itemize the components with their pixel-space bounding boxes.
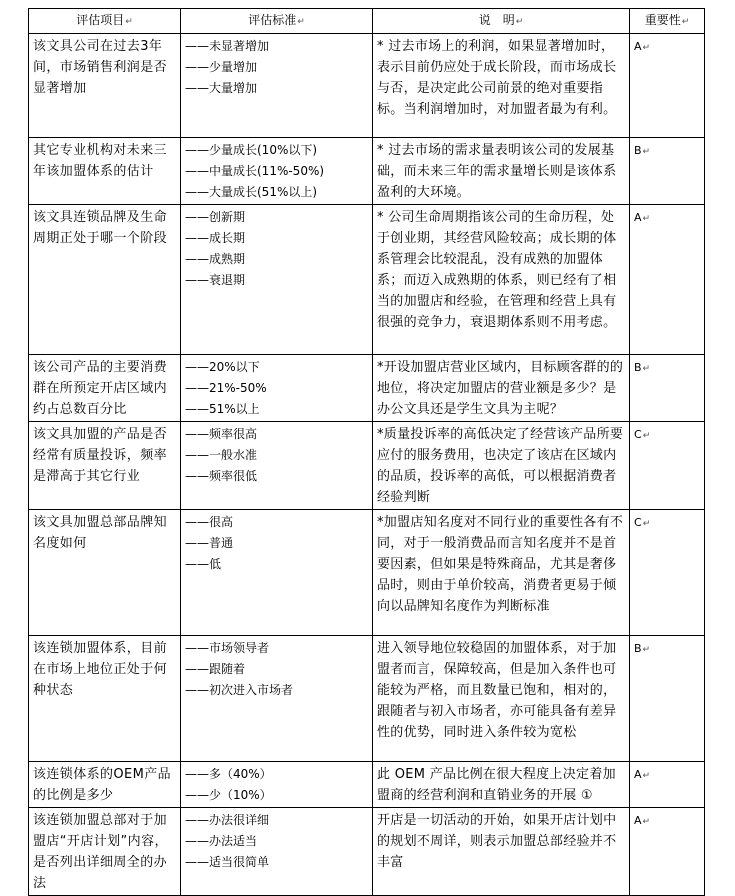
evaluation-standard-cell	[181, 205, 373, 355]
standard-option: ——少量增加	[185, 60, 258, 74]
description-text: * 过去市场的需求量表明该公司的发展基础，而未来三年的需求量增长则是该体系盈利的大环境。	[377, 143, 617, 200]
importance-grade: A	[634, 40, 642, 53]
description-cell	[373, 762, 630, 808]
evaluation-standard-cell	[181, 422, 373, 510]
evaluation-item-text: 其它专业机构对未来三年该加盟体系的估计	[33, 143, 168, 179]
importance-grade: B	[634, 144, 642, 157]
table-row	[29, 808, 705, 896]
table-row	[29, 34, 705, 138]
description-cell	[373, 808, 630, 896]
evaluation-standard-cell	[181, 762, 373, 808]
evaluation-standard-cell	[181, 138, 373, 205]
standard-option: ——衰退期	[185, 273, 246, 287]
evaluation-item-text: 该公司产品的主要消费群在所预定开店区域内约占总数百分比	[33, 360, 168, 417]
standard-option: ——办法很详细	[185, 813, 270, 827]
standard-option: ——频率很高	[185, 427, 258, 441]
evaluation-standard-cell	[181, 636, 373, 762]
paragraph-mark-icon: ↵	[642, 147, 651, 157]
description-cell	[373, 355, 630, 422]
evaluation-item-text: 该连锁加盟总部对于加盟店“开店计划”内容，是否列出详细周全的办法	[33, 813, 168, 891]
table-row	[29, 762, 705, 808]
evaluation-item-text: 该文具加盟的产品是否经常有质量投诉，频率是滞高于其它行业	[33, 427, 168, 484]
standard-option: ——办法适当	[185, 834, 258, 848]
standard-option: ——未显著增加	[185, 39, 270, 53]
evaluation-item-cell	[29, 355, 181, 422]
standard-option: ——一般水准	[185, 448, 258, 462]
evaluation-item-text: 该连锁体系的OEM产品的比例是多少	[33, 767, 172, 803]
standard-option: ——21%-50%	[185, 381, 267, 395]
importance-grade: C	[634, 428, 642, 441]
description-text: 开店是一切活动的开始，如果开店计划中的规划不周详，则表示加盟总部经验并不丰富	[377, 813, 617, 870]
importance-grade: B	[634, 642, 642, 655]
description-text: *质量投诉率的高低决定了经营该产品所要应付的服务费用，也决定了该店在区域内的品质，投诉率的高低，可以根据消费者经验判断	[377, 427, 624, 505]
table-row	[29, 355, 705, 422]
evaluation-table	[28, 8, 705, 896]
standard-option: ——初次进入市场者	[185, 683, 294, 697]
standard-option: ——创新期	[185, 210, 246, 224]
paragraph-mark-icon: ↵	[642, 771, 651, 781]
description-cell	[373, 510, 630, 636]
description-text: * 过去市场上的利润，如果显著增加时，表示目前仍应处于成长阶段，而市场成长与否，是决定此公司前景的绝对重要指标。当利润增加时，对加盟者最为有利。	[377, 39, 617, 117]
table-row	[29, 205, 705, 355]
importance-grade: A	[634, 768, 642, 781]
standard-option: ——20%以下	[185, 360, 260, 374]
evaluation-standard-cell	[181, 808, 373, 896]
paragraph-mark-icon: ↵	[642, 817, 651, 827]
description-cell	[373, 422, 630, 510]
table-row	[29, 510, 705, 636]
importance-grade: A	[634, 211, 642, 224]
standard-option: ——低	[185, 557, 222, 571]
importance-grade: B	[634, 361, 642, 374]
header-cell-item: 评估项目↵	[29, 9, 181, 34]
importance-cell	[630, 422, 705, 510]
evaluation-standard-cell	[181, 510, 373, 636]
importance-cell	[630, 636, 705, 762]
standard-option: ——频率很低	[185, 469, 258, 483]
importance-cell	[630, 138, 705, 205]
description-text: 此 OEM 产品比例在很大程度上决定着加盟商的经营利润和直销业务的开展 ①	[377, 767, 616, 803]
importance-grade: A	[634, 814, 642, 827]
evaluation-item-cell	[29, 138, 181, 205]
header-cell-importance: 重要性↵	[630, 9, 705, 34]
standard-option: ——市场领导者	[185, 641, 270, 655]
standard-option: ——大量成长(51%以上)	[185, 185, 318, 199]
standard-option: ——适当很简单	[185, 855, 270, 869]
evaluation-item-text: 该连锁加盟体系，目前在市场上地位正处于何种状态	[33, 641, 168, 698]
table-row	[29, 138, 705, 205]
paragraph-mark-icon: ↵	[642, 43, 651, 53]
evaluation-item-text: 该文具连锁品牌及生命周期正处于哪一个阶段	[33, 210, 168, 246]
standard-option: ——成长期	[185, 231, 246, 245]
standard-option: ——中量成长(11%-50%)	[185, 164, 325, 178]
evaluation-item-text: 该文具公司在过去3年间，市场销售利润是否显著增加	[33, 39, 168, 96]
table-row	[29, 636, 705, 762]
paragraph-mark-icon: ↵	[642, 214, 651, 224]
standard-option: ——很高	[185, 515, 234, 529]
evaluation-item-cell	[29, 422, 181, 510]
importance-cell	[630, 34, 705, 138]
description-cell	[373, 636, 630, 762]
evaluation-standard-cell	[181, 34, 373, 138]
evaluation-item-cell	[29, 636, 181, 762]
description-text: * 公司生命周期指该公司的生命历程，处于创业期，其经营风险较高；成长期的体系管理会比较混乱，没有成熟的加盟体系；而迈入成熟期的体系，则已经有了相当的加盟店和经验，在管理和经营上具有很强的竞争力，衰退期体系则不用考虑。	[377, 210, 617, 330]
importance-cell	[630, 762, 705, 808]
header-cell-description: 说 明↵	[373, 9, 630, 34]
standard-option: ——少量成长(10%以下)	[185, 143, 318, 157]
description-text: 进入领导地位较稳固的加盟体系，对于加盟者而言，保障较高，但是加入条件也可能较为严格，而且数量已饱和，相对的，跟随者与初入市场者，亦可能具备有差异性的优势，同时进入条件较为宽松	[377, 641, 617, 740]
importance-cell	[630, 355, 705, 422]
standard-option: ——普通	[185, 536, 234, 550]
standard-option: ——51%以上	[185, 402, 260, 416]
evaluation-item-cell	[29, 34, 181, 138]
paragraph-mark-icon: ↵	[642, 519, 651, 529]
description-cell	[373, 34, 630, 138]
standard-option: ——大量增加	[185, 81, 258, 95]
header-row	[29, 9, 705, 34]
evaluation-item-cell	[29, 510, 181, 636]
evaluation-item-cell	[29, 762, 181, 808]
paragraph-mark-icon: ↵	[642, 364, 651, 374]
table-row	[29, 422, 705, 510]
standard-option: ——多（40%）	[185, 767, 272, 781]
importance-cell	[630, 510, 705, 636]
evaluation-item-text: 该文具加盟总部品牌知名度如何	[33, 515, 168, 551]
standard-option: ——成熟期	[185, 252, 246, 266]
standard-option: ——跟随着	[185, 662, 246, 676]
importance-cell	[630, 205, 705, 355]
evaluation-item-cell	[29, 808, 181, 896]
description-text: *加盟店知名度对不同行业的重要性各有不同，对于一般消费品而言知名度并不是首要因素，但如果是特殊商品，尤其是奢侈品时，则由于单价较高，消费者更易于倾向以品牌知名度作为判断标准	[377, 515, 624, 614]
description-cell	[373, 205, 630, 355]
paragraph-mark-icon: ↵	[642, 645, 651, 655]
importance-grade: C	[634, 516, 642, 529]
description-cell	[373, 138, 630, 205]
importance-cell	[630, 808, 705, 896]
evaluation-item-cell	[29, 205, 181, 355]
description-text: *开设加盟店营业区域内，目标顾客群的的地位，将决定加盟店的营业额是多少？是办公文具还是学生文具为主呢？	[377, 360, 624, 417]
standard-option: ——少（10%）	[185, 788, 272, 802]
paragraph-mark-icon: ↵	[642, 431, 651, 441]
evaluation-standard-cell	[181, 355, 373, 422]
header-cell-standard: 评估标准↵	[181, 9, 373, 34]
